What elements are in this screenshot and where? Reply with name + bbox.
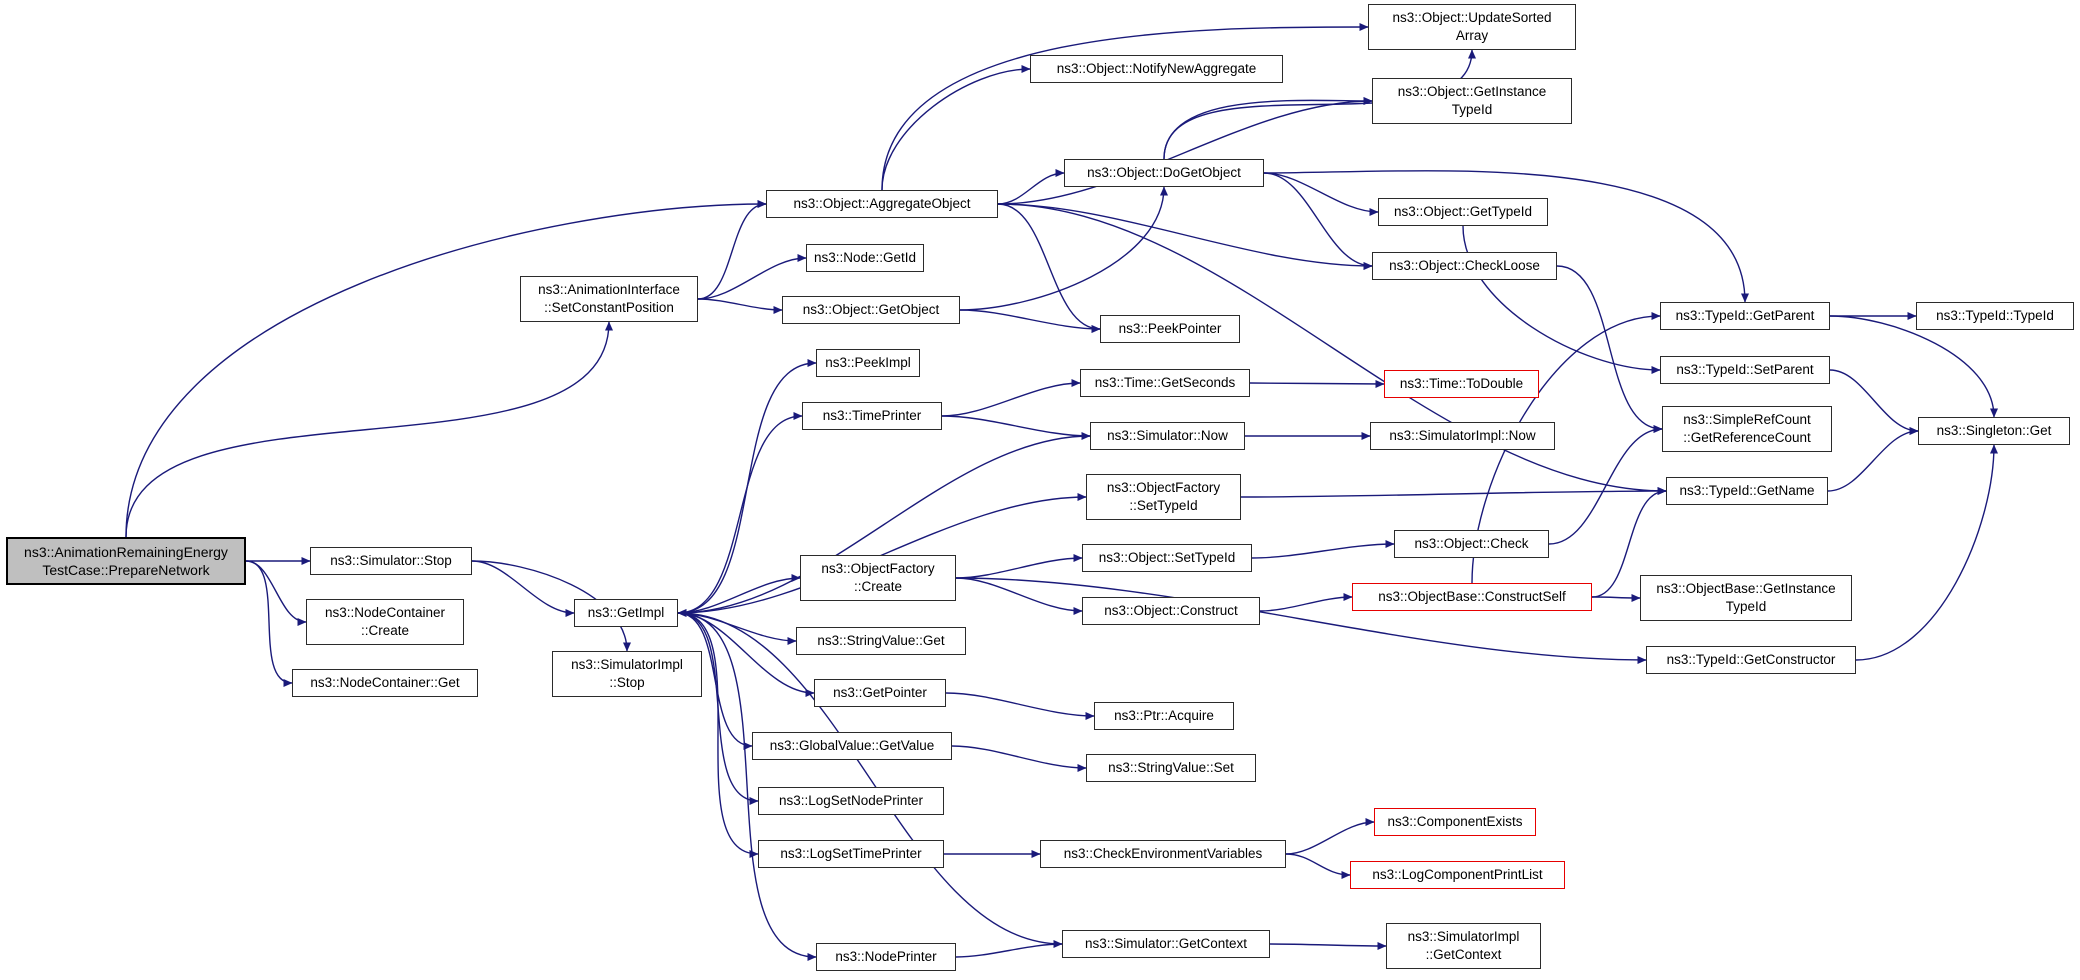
edge-getimpl--timeprinter (678, 416, 802, 613)
edge-object-checkloose--simplerefcount-getreferencecount (1557, 266, 1662, 429)
node-simulatorimpl-now[interactable] (1370, 422, 1555, 450)
node-object-checkloose[interactable] (1372, 252, 1557, 280)
node-singleton-get[interactable] (1918, 417, 2070, 445)
edge-getimpl--stringvalue-get (678, 613, 796, 641)
edge-getpointer--ptr-acquire (946, 693, 1094, 716)
edge-object-construct--objectbase-constructself (1260, 597, 1352, 611)
node-label: ::SetTypeId (1129, 498, 1198, 513)
node-typeid-getname[interactable] (1666, 477, 1828, 505)
node-time-getseconds[interactable] (1080, 369, 1250, 397)
edge-objectbase-constructself--objectbase-getinstancetypeid (1592, 597, 1640, 598)
edge-object-aggregateobject--peekpointer (998, 204, 1100, 329)
node-label: ns3::Object::Construct (1104, 603, 1238, 618)
node-label: ns3::NodeContainer::Get (310, 675, 460, 690)
node-typeid-setparent[interactable] (1660, 356, 1830, 384)
node-prepare-network[interactable] (6, 537, 246, 585)
node-label: ns3::AnimationInterface (538, 282, 680, 297)
node-ptr-acquire[interactable] (1094, 702, 1234, 730)
edge-prepare-network--object-aggregateobject (126, 204, 766, 537)
edge-object-check--simplerefcount-getreferencecount (1549, 429, 1662, 544)
node-label: ns3::Object::UpdateSorted (1392, 10, 1552, 25)
node-simulator-getcontext[interactable] (1062, 930, 1270, 958)
node-objectbase-getinstancetypeid[interactable] (1640, 575, 1852, 621)
edge-checkenvironmentvariables--logcomponentprintlist (1286, 854, 1350, 875)
node-label: ns3::SimulatorImpl (1407, 929, 1520, 944)
edge-object-aggregateobject--object-notifynewaggregate (882, 69, 1030, 190)
node-label: ns3::TypeId::GetParent (1675, 308, 1815, 323)
edge-simulator-getcontext--simulatorimpl-getcontext (1270, 944, 1386, 946)
node-label: ns3::SimulatorImpl (571, 657, 683, 672)
node-label: ::Stop (609, 675, 645, 690)
node-label: TestCase::PrepareNetwork (42, 562, 210, 578)
node-object-getobject[interactable] (782, 296, 960, 324)
edge-object-aggregateobject--object-checkloose (998, 204, 1372, 266)
node-simulatorimpl-stop[interactable] (552, 651, 702, 697)
edge-time-getseconds--time-todouble (1250, 383, 1384, 384)
node-logsettimeprinter[interactable] (758, 840, 944, 868)
node-logsetnodeprinter[interactable] (758, 787, 944, 815)
node-stringvalue-set[interactable] (1086, 754, 1256, 782)
node-label: ns3::Singleton::Get (1936, 423, 2052, 438)
node-label: ns3::TypeId::SetParent (1676, 362, 1814, 377)
edge-prepare-network--animationinterface-setconstantposition (126, 322, 609, 537)
node-label: ns3::TypeId::GetConstructor (1666, 652, 1836, 667)
node-peekimpl[interactable] (816, 349, 920, 377)
edge-animationinterface-setconstantposition--node-getid (698, 258, 806, 299)
node-checkenvironmentvariables[interactable] (1040, 840, 1286, 868)
node-label: ns3::ObjectBase::GetInstance (1656, 581, 1836, 596)
node-label: ns3::GlobalValue::GetValue (769, 738, 935, 753)
node-object-check[interactable] (1394, 530, 1549, 558)
node-object-aggregateobject[interactable] (766, 190, 998, 218)
node-componentexists[interactable] (1374, 808, 1536, 836)
node-getpointer[interactable] (814, 679, 946, 707)
node-object-gettypeid[interactable] (1378, 198, 1548, 226)
edge-checkenvironmentvariables--componentexists (1286, 822, 1374, 854)
node-label: ::Create (853, 579, 903, 594)
edge-typeid-getname--singleton-get (1828, 431, 1918, 491)
node-label: ns3::GetImpl (587, 605, 665, 620)
node-globalvalue-getvalue[interactable] (752, 732, 952, 760)
node-label: ns3::ObjectBase::ConstructSelf (1378, 589, 1566, 604)
node-object-dogetobject[interactable] (1064, 159, 1264, 187)
node-label: TypeId (1725, 599, 1767, 614)
node-stringvalue-get[interactable] (796, 627, 966, 655)
node-label: ns3::LogComponentPrintList (1372, 867, 1543, 882)
node-label: ::GetReferenceCount (1683, 430, 1811, 445)
node-label: ns3::StringValue::Get (817, 633, 945, 648)
node-nodecontainer-create[interactable] (306, 599, 464, 645)
edge-typeid-getparent--singleton-get (1830, 316, 1994, 417)
node-label: ns3::Object::NotifyNewAggregate (1056, 61, 1257, 76)
node-label: ns3::Ptr::Acquire (1114, 708, 1214, 723)
edge-object-dogetobject--object-getinstancetypeid (1164, 100, 1372, 159)
node-label: ns3::SimpleRefCount (1683, 412, 1811, 427)
edge-object-dogetobject--object-gettypeid (1264, 173, 1378, 212)
node-label: ns3::Object::GetTypeId (1393, 204, 1533, 219)
node-objectfactory-create[interactable] (800, 555, 956, 601)
node-object-construct[interactable] (1082, 597, 1260, 625)
node-label: ns3::NodeContainer (324, 605, 446, 620)
node-label: ns3::LogSetTimePrinter (780, 846, 922, 861)
edge-typeid-setparent--singleton-get (1830, 370, 1918, 431)
node-simulatorimpl-getcontext[interactable] (1386, 923, 1541, 969)
node-node-getid[interactable] (806, 244, 924, 272)
node-typeid-typeid[interactable] (1916, 302, 2074, 330)
node-simplerefcount-getreferencecount[interactable] (1662, 406, 1832, 452)
node-label: ns3::NodePrinter (835, 949, 937, 964)
node-label: ns3::Node::GetId (813, 250, 917, 265)
node-label: ns3::Object::DoGetObject (1087, 165, 1241, 180)
edge-simulator-getcontext--getimpl (678, 613, 1062, 944)
edge-object-settypeid--object-check (1252, 544, 1394, 558)
node-label: ns3::Object::Check (1414, 536, 1529, 551)
node-label: ns3::LogSetNodePrinter (778, 793, 924, 808)
node-label: TypeId (1451, 102, 1493, 117)
node-label: ns3::Time::ToDouble (1399, 376, 1524, 391)
edge-simulator-stop--getimpl (472, 561, 574, 613)
node-logcomponentprintlist[interactable] (1350, 861, 1565, 889)
edge-animationinterface-setconstantposition--object-getobject (698, 299, 782, 310)
edge-nodeprinter--simulator-getcontext (956, 944, 1062, 957)
node-label: ns3::ComponentExists (1387, 814, 1523, 829)
node-simulator-stop[interactable] (310, 547, 472, 575)
node-label: ns3::Simulator::Stop (330, 553, 452, 568)
node-simulator-now[interactable] (1090, 422, 1245, 450)
node-label: ns3::ObjectFactory (1106, 480, 1221, 495)
node-label: ns3::Object::CheckLoose (1389, 258, 1540, 273)
node-label: ::SetConstantPosition (544, 300, 674, 315)
node-label: ns3::ObjectFactory (821, 561, 935, 576)
node-typeid-getparent[interactable] (1660, 302, 1830, 330)
edge-object-aggregateobject--object-getinstancetypeid (998, 101, 1372, 204)
node-label: ns3::GetPointer (833, 685, 927, 700)
node-peekpointer[interactable] (1100, 315, 1240, 343)
node-label: ns3::Object::SetTypeId (1098, 550, 1236, 565)
node-label: ns3::AnimationRemainingEnergy (24, 544, 228, 560)
edge-timeprinter--simulator-now (942, 416, 1090, 436)
node-timeprinter[interactable] (802, 402, 942, 430)
node-label: ns3::Time::GetSeconds (1094, 375, 1236, 390)
edge-typeid-getconstructor--singleton-get (1856, 445, 1994, 660)
node-label: ns3::TypeId::TypeId (1936, 308, 2054, 323)
node-label: ns3::TypeId::GetName (1679, 483, 1815, 498)
node-label: ns3::Object::GetObject (802, 302, 940, 317)
node-label: ns3::TimePrinter (822, 408, 922, 423)
edge-animationinterface-setconstantposition--object-aggregateobject (698, 204, 766, 299)
node-getimpl[interactable] (574, 599, 678, 627)
node-label: ::GetContext (1425, 947, 1502, 962)
node-label: Array (1455, 28, 1489, 43)
node-object-updatesortedarray[interactable] (1368, 4, 1576, 50)
edge-object-dogetobject--typeid-getparent (1264, 171, 1745, 302)
edge-object-dogetobject--object-checkloose (1264, 173, 1372, 266)
edge-getimpl--logsettimeprinter (678, 613, 758, 854)
node-label: ns3::PeekImpl (825, 355, 911, 370)
edge-objectfactory-create--object-settypeid (956, 558, 1082, 578)
node-nodecontainer-get[interactable] (292, 669, 478, 697)
edge-object-getobject--peekpointer (960, 310, 1100, 329)
node-label: ns3::CheckEnvironmentVariables (1063, 846, 1263, 861)
node-animationinterface-setconstantposition[interactable] (520, 276, 698, 322)
node-typeid-getconstructor[interactable] (1646, 646, 1856, 674)
node-time-todouble[interactable] (1384, 370, 1539, 398)
node-objectfactory-settypeid[interactable] (1086, 474, 1241, 520)
edge-globalvalue-getvalue--stringvalue-set (952, 746, 1086, 768)
node-object-settypeid[interactable] (1082, 544, 1252, 572)
node-label: ns3::Simulator::GetContext (1084, 936, 1248, 951)
edge-timeprinter--time-getseconds (942, 383, 1080, 416)
node-label: ns3::PeekPointer (1118, 321, 1222, 336)
edge-prepare-network--nodecontainer-create (246, 561, 306, 622)
node-nodeprinter[interactable] (816, 943, 956, 971)
edge-object-aggregateobject--object-dogetobject (998, 173, 1064, 204)
node-object-notifynewaggregate[interactable] (1030, 55, 1283, 83)
node-objectbase-constructself[interactable] (1352, 583, 1592, 611)
node-label: ns3::StringValue::Set (1108, 760, 1234, 775)
node-label: ::Create (360, 623, 410, 638)
node-object-getinstancetypeid[interactable] (1372, 78, 1572, 124)
node-label: ns3::Simulator::Now (1107, 428, 1228, 443)
node-label: ns3::Object::AggregateObject (793, 196, 971, 211)
node-label: ns3::SimulatorImpl::Now (1389, 428, 1536, 443)
node-label: ns3::Object::GetInstance (1397, 84, 1547, 99)
edge-object-gettypeid--typeid-setparent (1463, 226, 1660, 370)
